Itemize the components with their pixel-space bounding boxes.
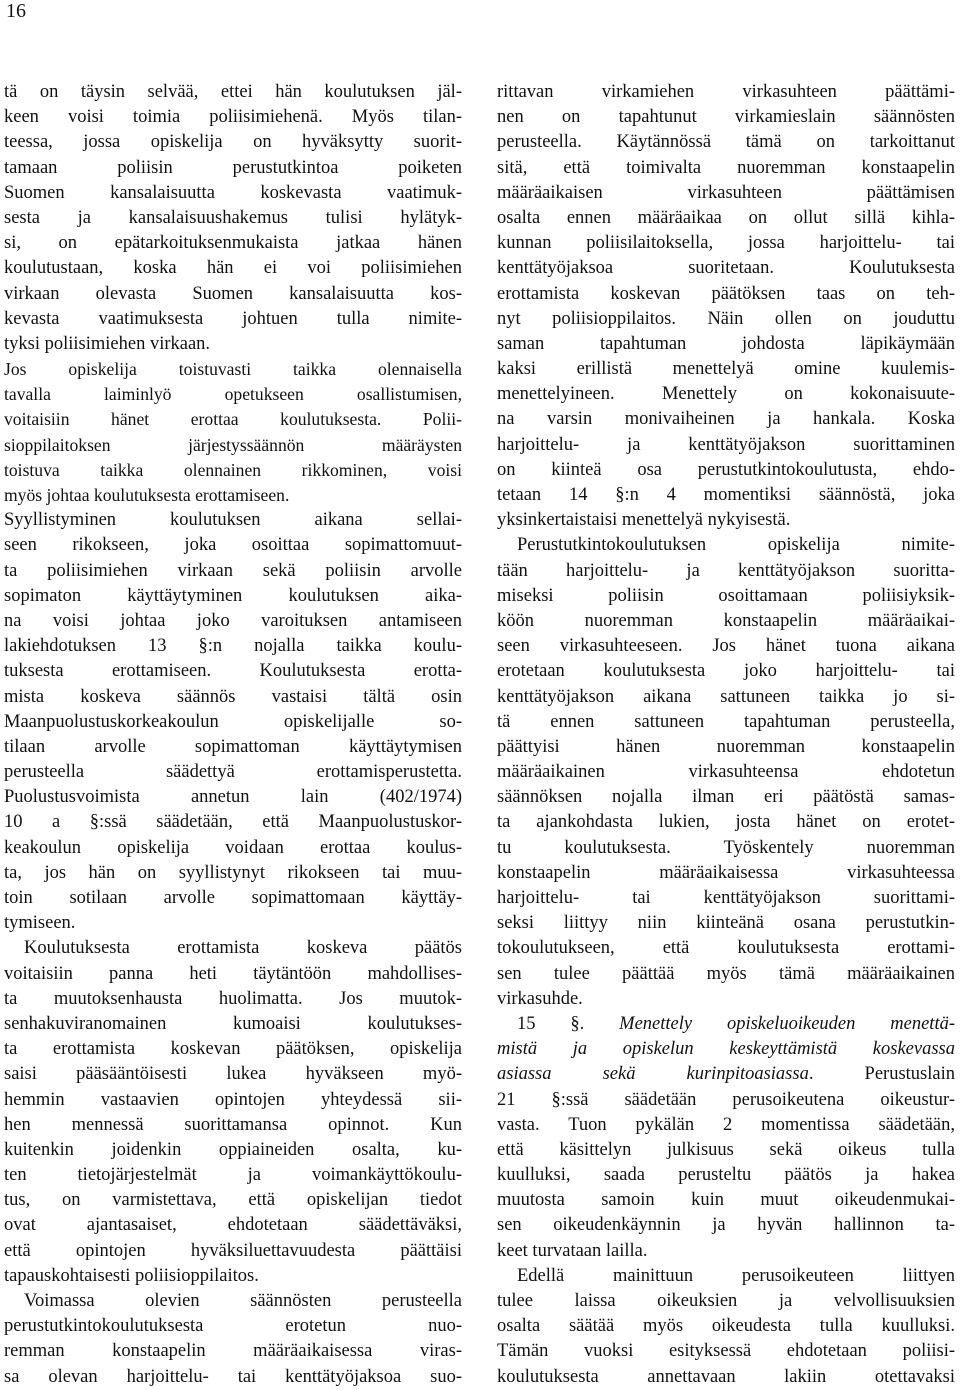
text-line: [4, 1365, 462, 1390]
text-line: [497, 433, 955, 458]
text-line-content: kenttätyöjakson aikana sattuneen taikka jo si-: [497, 686, 955, 707]
text-line: [497, 282, 955, 307]
text-line: [4, 1289, 462, 1314]
text-line-content: Maanpuolustuskorkeakoulun opiskelijalle so-: [4, 711, 462, 732]
text-line: [4, 987, 462, 1012]
text-line: [497, 559, 955, 584]
text-line-content: menettelyineen. Menettely on kokonaisuute-: [497, 384, 955, 405]
text-line: [4, 256, 462, 281]
text-line-content: miseksi poliisin osoittamaan poliisiyksik-: [497, 585, 955, 606]
text-line: [4, 332, 462, 357]
text-line: [497, 1289, 955, 1314]
text-line: [4, 1012, 462, 1037]
text-line-content: 21 §:ssä säädetään perusoikeutena oikeustur-: [497, 1089, 955, 1110]
text-line: [497, 357, 955, 382]
text-line-content: tuksesta erottamiseen. Koulutuksesta erotta-: [4, 661, 462, 682]
text-line: [497, 206, 955, 231]
text-line-content: koulutustaan, koska hän ei voi poliisimiehen: [4, 258, 462, 279]
text-line-content: sopimaton käyttäytyminen koulutuksen aika-: [4, 585, 462, 606]
text-line-content: Perustutkintokoulutuksen opiskelija nimite-: [517, 535, 955, 556]
text-line-content: voitaisiin hänet erottaa koulutuksesta. Polii-: [4, 409, 462, 430]
text-line-content: sa olevan harjoittelu- tai kenttätyöjaksoa suo-: [4, 1366, 462, 1387]
text-line: [4, 181, 462, 206]
text-line: [497, 508, 955, 533]
text-line: [497, 760, 955, 785]
text-line: [4, 282, 462, 307]
text-line: [4, 1188, 462, 1213]
text-line-content: konstaapelin määräaikaisessa virkasuhteessa: [497, 862, 955, 883]
text-line: [4, 810, 462, 835]
text-line-content: Voimassa olevien säännösten perusteella: [24, 1291, 462, 1311]
text-line-content: että käsittelyn julkisuus sekä oikeus tulla: [497, 1139, 955, 1160]
italic-heading-text: mistä ja opiskelun keskeyttämistä koskevassa: [497, 1039, 955, 1060]
text-line-content: tään harjoittelu- ja kenttätyöjakson suoritta-: [497, 560, 955, 581]
text-line: [497, 1188, 955, 1213]
text-line: [4, 483, 462, 508]
text-line-content: erotetaan koulutuksesta joko harjoittelu- tai: [497, 661, 955, 682]
text-line: [497, 609, 955, 634]
text-line: [4, 231, 462, 256]
text-line-content: myös johtaa koulutuksesta erottamiseen.: [4, 485, 290, 505]
text-line-content: perustutkintokoulutuksesta erotetun nuo-: [4, 1316, 462, 1337]
text-line-content: 15 §.: [517, 1013, 620, 1034]
text-line: [4, 156, 462, 181]
text-line-content: ta ajankohdasta lukien, josta hänet on erotet-: [497, 812, 955, 833]
text-line-content: nen on tapahtunut virkamieslain säännösten: [497, 107, 955, 128]
text-line-content: kaksi erillistä menettelyä omine kuulemis-: [497, 359, 955, 380]
text-line: [4, 785, 462, 810]
text-line-content: mista koskeva säännös vastaisi tältä osin: [4, 686, 462, 707]
text-line: [4, 685, 462, 710]
text-line: [4, 508, 462, 533]
text-line-content: sioppilaitoksen järjestyssäännön määräysten: [4, 434, 462, 455]
text-line-content: tä ennen sattuneen tapahtuman perusteella,: [497, 711, 955, 732]
text-line: [497, 1088, 955, 1113]
text-line: [497, 181, 955, 206]
text-line-content: ta erottamista koskevan päätöksen, opiskelija: [4, 1039, 462, 1060]
text-line-content: teessa, jossa opiskelija on hyväksytty suorit-: [4, 132, 462, 153]
text-line: [4, 1163, 462, 1188]
text-line-content: osalta säätää myös oikeudesta tulla kuulluksi.: [497, 1316, 955, 1337]
text-line-content: toistuva taikka olennainen rikkominen, voisi: [4, 459, 462, 480]
text-line: [497, 861, 955, 886]
text-line: [497, 483, 955, 508]
text-line-content: na varsin monivaiheinen ja hankala. Koska: [497, 409, 955, 430]
text-line-content: tapauskohtaisesti poliisioppilaitos.: [4, 1265, 259, 1286]
text-line: [4, 1062, 462, 1087]
text-line: [497, 1264, 955, 1289]
text-line-content: virkasuhde.: [497, 988, 583, 1009]
text-line-content: kunnan poliisilaitoksella, jossa harjoittelu- tai: [497, 233, 955, 254]
text-line: [497, 1113, 955, 1138]
text-line: [497, 130, 955, 155]
text-line: [4, 886, 462, 911]
text-line-content: hemmin vastaavien opintojen yhteydessä sii-: [4, 1089, 462, 1110]
text-line-content: nyt poliisioppilaitos. Näin ollen on jouduttu: [497, 308, 955, 329]
text-line: [497, 785, 955, 810]
text-line: [497, 533, 955, 558]
text-line-content: ta poliisimiehen virkaan sekä poliisin arvolle: [4, 560, 462, 581]
text-line-tail: . Perustuslain: [808, 1064, 955, 1085]
text-line-content: tä on täysin selvää, ettei hän koulutuksen jäl-: [4, 82, 462, 102]
text-line: [4, 760, 462, 785]
text-line-content: säännöksen nojalla ilman eri päätöstä samas-: [497, 787, 955, 808]
text-line-content: muutosta samoin kuin muut oikeudenmukai-: [497, 1190, 955, 1211]
text-line-content: seksi liittyy niin kiinteänä osana perustutkin-: [497, 913, 955, 934]
text-line-content: rittavan virkamiehen virkasuhteen päättämi-: [497, 82, 955, 102]
text-line: [4, 382, 462, 407]
text-line: [4, 206, 462, 231]
text-line-content: voitaisiin panna heti täytäntöön mahdollises-: [4, 963, 462, 984]
text-line: [497, 1314, 955, 1339]
text-line: [497, 105, 955, 130]
text-line: [4, 130, 462, 155]
text-line: [497, 156, 955, 181]
text-line-content: tilaan arvolle sopimattoman käyttäytymisen: [4, 736, 462, 757]
text-line: [497, 735, 955, 760]
text-line: [4, 357, 462, 382]
text-line: [4, 836, 462, 861]
text-line-content: remman konstaapelin määräaikaisessa viras-: [4, 1341, 462, 1362]
text-line: [4, 559, 462, 584]
text-line-content: keet turvataan lailla.: [497, 1240, 648, 1261]
text-line: [4, 1037, 462, 1062]
text-line-content: seen rikokseen, joka osoittaa sopimattomuut-: [4, 535, 462, 556]
text-line-content: osalta ennen määräaikaa on ollut sillä kihla-: [497, 207, 955, 228]
text-line-content: na voisi johtaa joko varoituksen antamiseen: [4, 610, 462, 631]
text-line: [4, 735, 462, 760]
text-line: [4, 105, 462, 130]
text-line-content: ovat ajantasaiset, ehdotetaan säädettäväksi,: [4, 1215, 462, 1236]
text-line: [497, 886, 955, 911]
text-line-content: saisi pääsääntöisesti lukea hyväkseen myö-: [4, 1064, 462, 1085]
text-line: [497, 685, 955, 710]
text-line-content: Edellä mainittuun perusoikeuteen liittyen: [517, 1265, 955, 1286]
text-line: [497, 911, 955, 936]
text-line-content: virkaan olevasta Suomen kansalaisuutta kos-: [4, 283, 462, 304]
text-line-content: tulee laissa oikeuksien ja velvollisuuksien: [497, 1291, 955, 1311]
left-text-column: [4, 80, 462, 1390]
text-line: [497, 332, 955, 357]
text-line-content: perusteella. Käytännössä tämä on tarkoittanut: [497, 132, 955, 153]
text-line-content: tu koulutuksesta. Työskentely nuoremman: [497, 837, 955, 858]
text-line: [4, 533, 462, 558]
text-line: [497, 382, 955, 407]
page-number: 16: [6, 0, 26, 22]
text-line: [4, 1138, 462, 1163]
text-line: [4, 307, 462, 332]
italic-heading-text: Menettely opiskeluoikeuden menettä-: [619, 1013, 955, 1034]
text-line-content: sesta ja kansalaisuushakemus tulisi hylätyk-: [4, 207, 462, 228]
text-line-content: erottamista koskevan päätöksen taas on teh-: [497, 283, 955, 304]
text-line-content: päättyisi hänen nuoremman konstaapelin: [497, 736, 955, 757]
text-line-content: tetaan 14 §:n 4 momentiksi säännöstä, joka: [497, 485, 955, 505]
text-line-content: että opintojen hyväksiluettavuudesta päättäisi: [4, 1240, 462, 1261]
text-line: [4, 1088, 462, 1113]
text-line: [4, 861, 462, 886]
text-line: [497, 634, 955, 659]
text-line-content: senhakuviranomainen kumoaisi koulutukses-: [4, 1013, 462, 1034]
text-line-content: Koulutuksesta erottamista koskeva päätös: [24, 938, 462, 959]
text-line: [497, 256, 955, 281]
text-line-content: kevasta vaatimuksesta johtuen tulla nimite-: [4, 308, 462, 329]
text-line: [497, 659, 955, 684]
text-line-content: koulutuksesta annettavaan lakiin otettavaksi: [497, 1366, 955, 1387]
text-line: [497, 1339, 955, 1364]
text-line-content: sen tulee päättää myös tämä määräaikainen: [497, 963, 955, 984]
text-line: [497, 962, 955, 987]
text-line: [497, 1062, 955, 1087]
text-line: [497, 80, 955, 105]
text-line-content: Syyllistyminen koulutuksen aikana sellai-: [4, 510, 462, 531]
text-line: [497, 836, 955, 861]
text-line-content: ta, jos hän on syyllistynyt rikokseen tai muu-: [4, 862, 462, 883]
text-line-content: seen virkasuhteeseen. Jos hänet tuona aikana: [497, 636, 955, 657]
text-line-content: perusteella säädettyä erottamisperustetta.: [4, 762, 462, 783]
text-line-content: Tämän vuoksi esityksessä ehdotetaan poliisi-: [497, 1341, 955, 1362]
text-line-content: keen voisi toimia poliisimiehenä. Myös tilan-: [4, 107, 462, 128]
text-line-content: harjoittelu- tai kenttätyöjakson suorittami-: [497, 888, 955, 908]
text-line-content: tus, on varmistettava, että opiskelijan tiedot: [4, 1190, 462, 1211]
text-line: [4, 1239, 462, 1264]
text-line: [4, 1339, 462, 1364]
text-line: [497, 1012, 955, 1037]
text-line-content: tamaan poliisin perustutkintoa poiketen: [4, 157, 462, 178]
text-line-content: hen mennessä suorittamansa opinnot. Kun: [4, 1114, 462, 1135]
text-line: [4, 634, 462, 659]
text-line-content: määräaikaisen virkasuhteen päättämisen: [497, 182, 955, 203]
text-line: [4, 609, 462, 634]
text-line-content: kuitenkin joidenkin oppiaineiden osalta, ku-: [4, 1139, 462, 1160]
text-line-content: Suomen kansalaisuutta koskevasta vaatimuk-: [4, 182, 462, 203]
text-line: [497, 1163, 955, 1188]
text-line: [497, 584, 955, 609]
text-line-content: Jos opiskelija toistuvasti taikka olennaisella: [4, 359, 462, 380]
text-line: [497, 810, 955, 835]
text-line: [497, 1239, 955, 1264]
text-line: [497, 307, 955, 332]
text-line: [4, 1213, 462, 1238]
text-line: [4, 433, 462, 458]
text-line: [497, 407, 955, 432]
text-line: [497, 458, 955, 483]
text-line: [4, 1264, 462, 1289]
text-line-content: lakiehdotuksen 13 §:n nojalla taikka koulu-: [4, 636, 462, 657]
text-line: [497, 1138, 955, 1163]
italic-heading-text: asiassa sekä kurinpitoasiassa: [497, 1064, 809, 1085]
text-line-content: tyksi poliisimiehen virkaan.: [4, 333, 211, 354]
text-line-content: ten tietojärjestelmät ja voimankäyttökoulu-: [4, 1165, 462, 1186]
text-line: [4, 584, 462, 609]
text-line: [4, 962, 462, 987]
right-text-column: [497, 80, 955, 1390]
text-line: [497, 1213, 955, 1238]
text-line: [497, 231, 955, 256]
text-line-content: on kiinteä osa perustutkintokoulutusta, ehdo-: [497, 459, 955, 480]
text-line-content: ta muutoksenhausta huolimatta. Jos muutok-: [4, 988, 462, 1009]
text-line-content: kuulluksi, saada perusteltu päätös ja hakea: [497, 1165, 955, 1186]
text-line: [497, 1037, 955, 1062]
text-line-content: tokoulutukseen, että koulutuksesta erottami-: [497, 938, 955, 959]
text-line-content: harjoittelu- ja kenttätyöjakson suorittaminen: [497, 434, 955, 455]
text-line-content: tavalla laiminlyö opetukseen osallistumisen,: [4, 384, 462, 405]
text-line-content: tymiseen.: [4, 913, 76, 934]
text-line-content: sen oikeudenkäynnin ja hyvän hallinnon ta-: [497, 1215, 955, 1236]
text-line-content: saman tapahtuman johdosta läpikäymään: [497, 333, 955, 354]
text-line-content: Puolustusvoimista annetun lain (402/1974): [4, 787, 462, 808]
text-line: [4, 1314, 462, 1339]
text-line-content: kenttätyöjaksoa suoritetaan. Koulutuksesta: [497, 258, 955, 279]
text-line: [4, 710, 462, 735]
text-line: [4, 1113, 462, 1138]
text-line-content: köön nuoremman konstaapelin määräaikai-: [497, 610, 955, 631]
text-line: [4, 80, 462, 105]
text-line-content: toin sotilaan arvolle sopimattomaan käyttäy-: [4, 888, 462, 908]
text-line: [4, 936, 462, 961]
text-line: [4, 407, 462, 432]
text-line-content: sitä, että toimivalta nuoremman konstaapelin: [497, 157, 955, 178]
text-line: [497, 710, 955, 735]
text-line-content: vasta. Tuon pykälän 2 momentissa säädetään,: [497, 1114, 955, 1135]
text-line: [4, 458, 462, 483]
text-line: [4, 911, 462, 936]
text-line-content: yksinkertaistaisi menettelyä nykyisestä.: [497, 510, 791, 531]
text-line: [497, 987, 955, 1012]
text-line-content: keakoulun opiskelija voidaan erottaa koulus-: [4, 837, 462, 858]
text-line-content: määräaikainen virkasuhteensa ehdotetun: [497, 762, 955, 783]
text-line: [497, 936, 955, 961]
text-line: [497, 1365, 955, 1390]
text-line-content: si, on epätarkoituksenmukaista jatkaa hänen: [4, 233, 462, 254]
text-line-content: 10 a §:ssä säädetään, että Maanpuolustuskor-: [4, 812, 462, 833]
text-line: [4, 659, 462, 684]
